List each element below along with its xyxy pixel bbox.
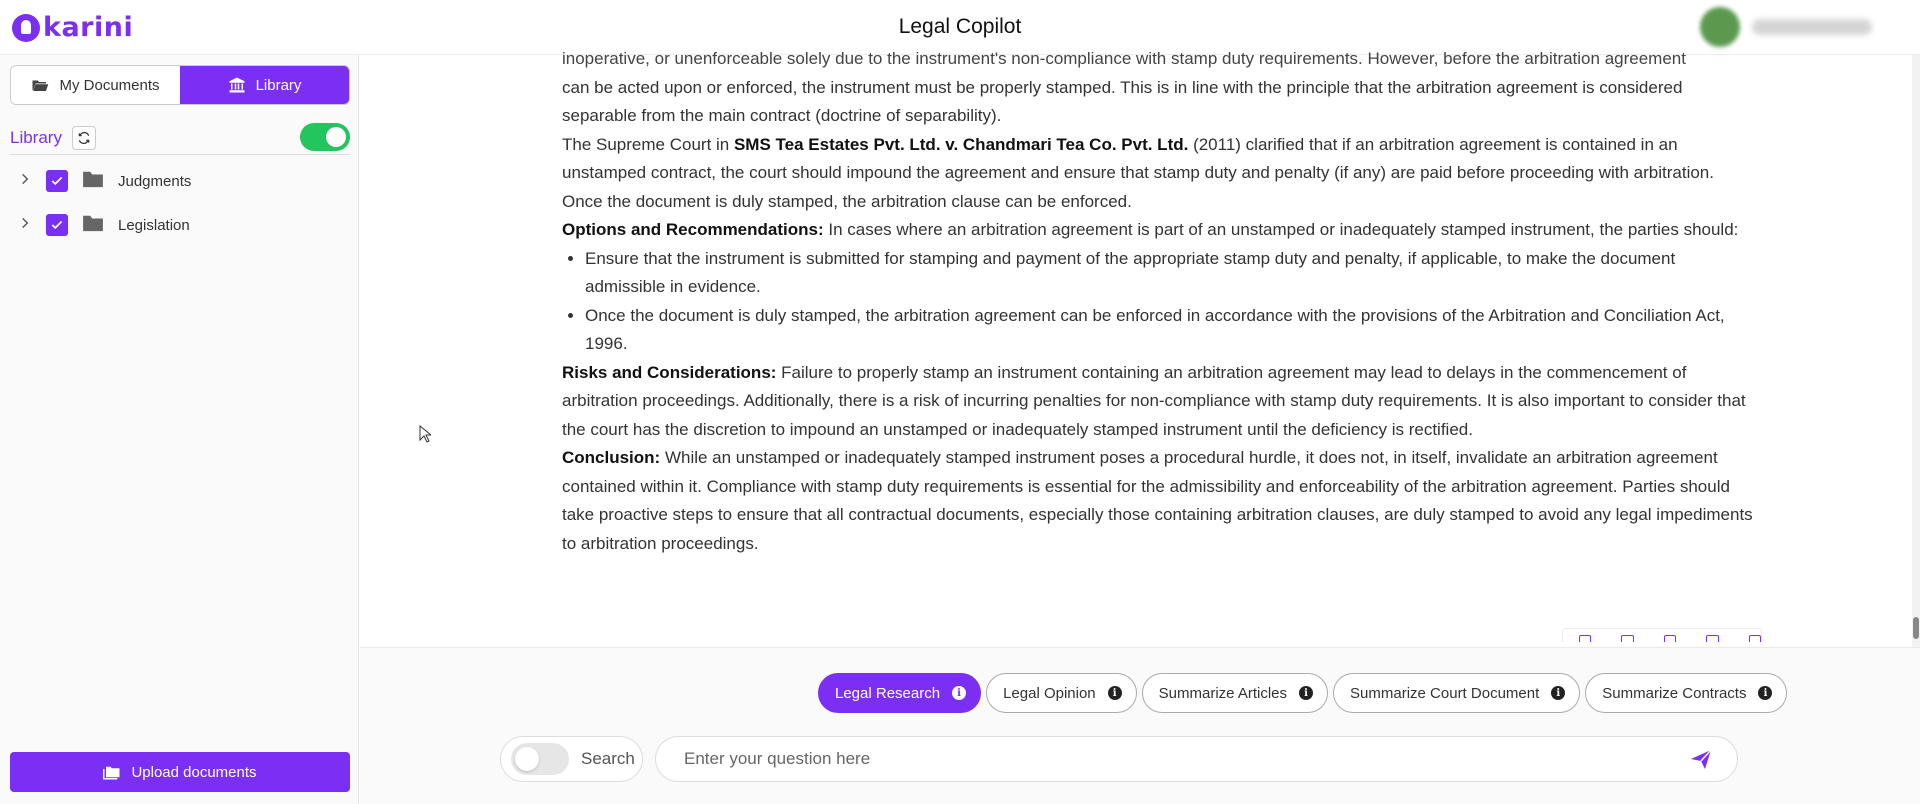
response-paragraph (562, 444, 1757, 558)
checkbox-checked[interactable] (46, 170, 68, 192)
list-item: • Ensure that the instrument is submitted for stamping and payment of the appropriate stamp duty and penalty, if applicable, to make the document admissible in evidence. (585, 245, 1757, 302)
refresh-button[interactable] (72, 126, 96, 150)
mode-chips (818, 673, 1787, 713)
page-title: Legal Copilot (898, 15, 1022, 38)
tab-label: Library (255, 76, 302, 94)
info-icon[interactable]: i (1299, 686, 1313, 700)
info-icon[interactable]: i (952, 686, 966, 700)
case-name: SMS Tea Estates Pvt. Ltd. v. Chandmari Tea Co. Pvt. Ltd. (733, 134, 1189, 154)
section-heading: Conclusion: (562, 448, 661, 467)
response-paragraph (562, 359, 1757, 445)
check-icon (50, 218, 64, 232)
chip-legal-opinion[interactable] (986, 673, 1137, 713)
chip-summarize-contracts[interactable] (1585, 673, 1787, 713)
tree-item-legislation[interactable] (18, 211, 190, 239)
chip-legal-research[interactable] (818, 673, 981, 713)
composer-area (360, 647, 1920, 804)
chip-label: Summarize Contracts (1602, 684, 1747, 702)
web-search-toggle[interactable] (500, 736, 643, 782)
chevron-right-icon[interactable] (18, 216, 32, 234)
info-icon[interactable]: i (1758, 686, 1772, 700)
chip-label: Summarize Articles (1158, 684, 1288, 702)
scrollbar-thumb[interactable] (1913, 617, 1919, 639)
chip-summarize-court-document[interactable] (1333, 673, 1580, 713)
upload-label: Upload documents (131, 763, 257, 781)
response-line: inoperative, or unenforceable solely due to the instrument's non-compliance with stamp duty requirements. However, before the arbitration agreement (562, 49, 1686, 68)
section-heading: Risks and Considerations: (562, 362, 777, 382)
tab-my-documents[interactable] (11, 66, 180, 104)
send-button[interactable] (1681, 739, 1721, 779)
mouse-cursor-icon (419, 425, 431, 443)
response-paragraph: can be acted upon or enforced, the instrument must be properly stamped. This is in line with the principle that the arbitration agreement is considered separable from the main contract (doctrine of separability). (562, 77, 1683, 125)
chat-main (360, 49, 1920, 804)
tree-item-label: Legislation (118, 216, 190, 234)
folders-icon (103, 764, 121, 780)
tree-item-judgments[interactable] (18, 167, 191, 195)
bank-icon (228, 76, 246, 94)
section-heading: Options and Recommendations: (562, 220, 824, 239)
folder-icon (82, 214, 104, 236)
sidebar (0, 55, 359, 804)
tree-item-label: Judgments (118, 172, 192, 190)
library-header (10, 121, 350, 155)
info-icon[interactable]: i (1551, 686, 1565, 700)
folder-open-icon (31, 76, 49, 94)
library-toggle[interactable] (300, 123, 350, 151)
question-input-box (655, 736, 1738, 782)
chip-label: Legal Opinion (1003, 684, 1096, 702)
logo-text: karini (43, 12, 134, 43)
text-run: The Supreme Court in (562, 134, 734, 154)
text-run: (2011) clarified that if an arbitration agreement is contained in an unstamped contract, the court should impound the agreement and ensure that stamp duty and penalty (if any) are paid before proceeding with arbitration. Once the document is duly stamped, the arbitration clause can be enforced. (562, 134, 1714, 211)
text-run: Failure to properly stamp an instrument containing an arbitration agreement may lead to delays in the commencement of arbitration proceedings. Additionally, there is a risk of incurring penalties for non-compliance with stamp duty requirements. It is also important to consider that the court has the discretion to impound an unstamped or inadequately stamped instrument until the deficiency is rectified. (562, 362, 1746, 439)
tab-label: My Documents (59, 76, 160, 94)
user-menu[interactable] (1700, 8, 1900, 46)
chip-label: Summarize Court Document (1350, 684, 1540, 702)
library-label: Library (10, 127, 62, 147)
text-run: While an unstamped or inadequately stamped instrument poses a procedural hurdle, it does not, in itself, invalidate an arbitration agreement contained within it. Compliance with stamp duty requirements is essential for the admissibility and enforceability of the arbitration agreement. Parties should take proactive steps to ensure that all contractual documents, especially those containing arbitration clauses, are duly stamped to avoid any legal impediments to arbitration proceedings. (562, 448, 1753, 553)
refresh-icon (77, 131, 91, 145)
send-icon (1689, 747, 1713, 771)
copy-icon[interactable] (1621, 635, 1633, 642)
clipboard-icon[interactable] (1749, 635, 1761, 642)
recommendation-list (562, 245, 1757, 359)
assistant-response (562, 45, 1757, 558)
tab-library[interactable] (180, 66, 349, 104)
info-icon[interactable]: i (1108, 686, 1122, 700)
check-icon (50, 174, 64, 188)
search-switch[interactable] (511, 743, 569, 775)
chip-summarize-articles[interactable] (1142, 673, 1328, 713)
upload-documents-button[interactable] (10, 752, 350, 792)
chevron-right-icon[interactable] (18, 172, 32, 190)
folder-icon (82, 170, 104, 192)
user-name-redacted (1752, 19, 1872, 35)
search-toggle-label: Search (581, 749, 635, 768)
share-icon[interactable] (1706, 635, 1718, 642)
response-paragraph (562, 216, 1757, 245)
scrollbar[interactable] (1912, 55, 1920, 647)
text-run: In cases where an arbitration agreement is part of an unstamped or inadequately stamped instrument, the parties should: (823, 220, 1739, 239)
thumbs-up-icon[interactable] (1579, 635, 1591, 642)
avatar[interactable] (1700, 7, 1740, 47)
comment-icon[interactable] (1664, 635, 1676, 642)
response-paragraph (562, 131, 1757, 217)
list-item: • Once the document is duly stamped, the arbitration agreement can be enforced in accordance with the provisions of the Arbitration and Conciliation Act, 1996. (585, 302, 1757, 359)
question-input[interactable] (656, 737, 1681, 781)
checkbox-checked[interactable] (46, 214, 68, 236)
source-tabs (10, 65, 350, 105)
chip-label: Legal Research (835, 684, 941, 702)
response-actions (1562, 628, 1762, 642)
